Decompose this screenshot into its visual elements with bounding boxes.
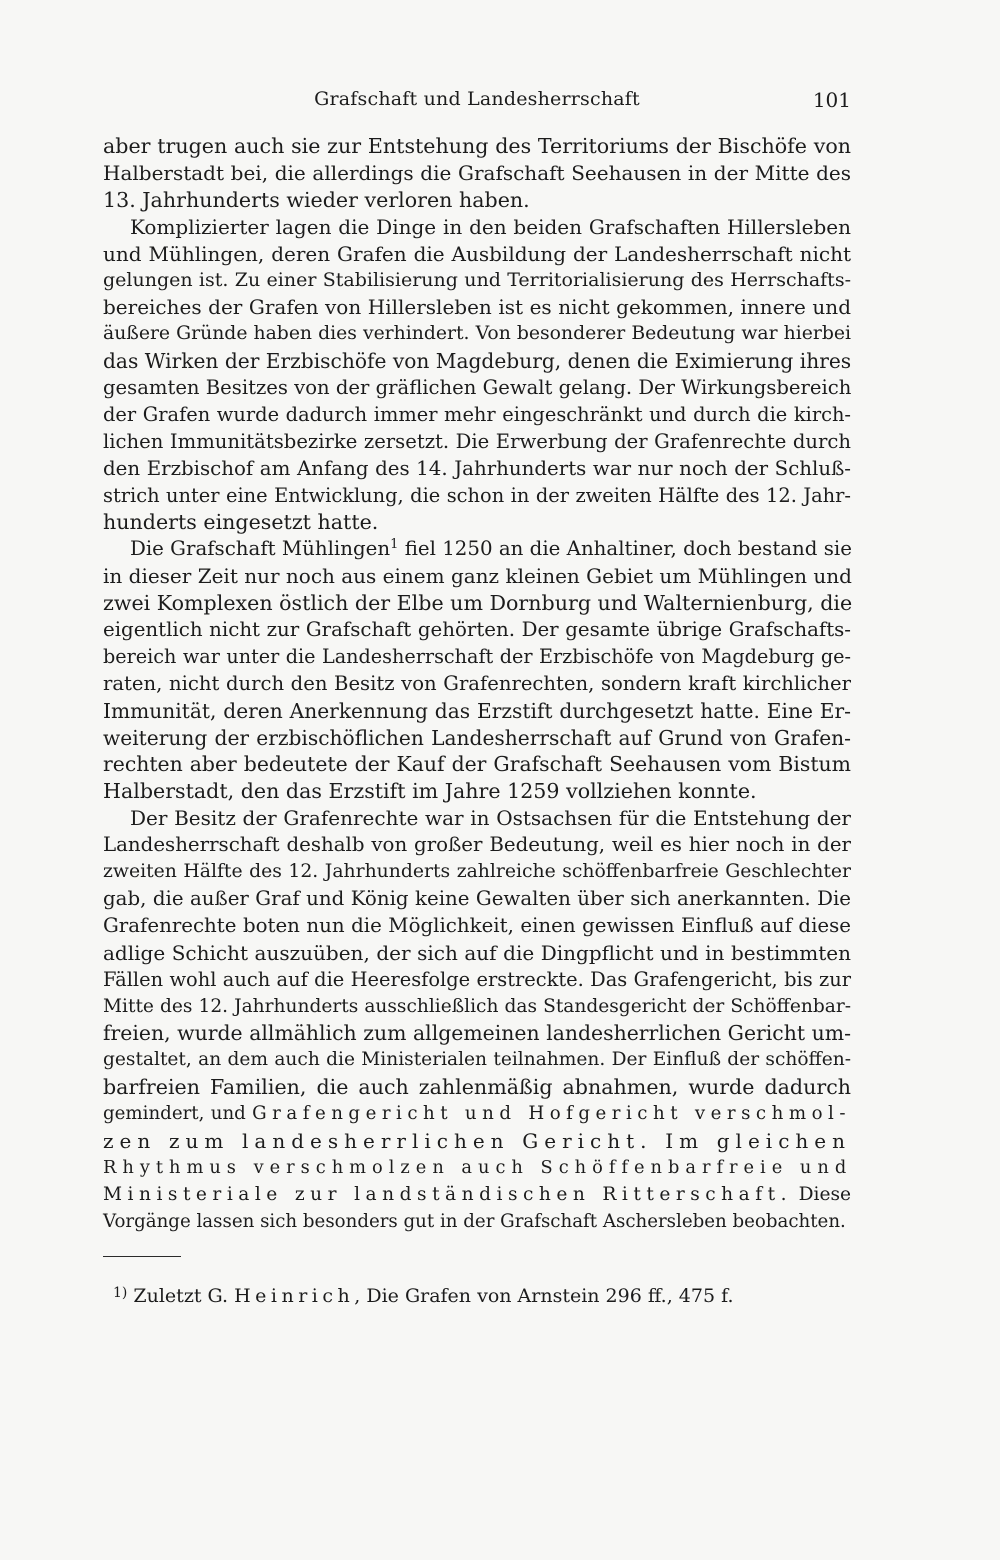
text-line: Halberstadt bei, die allerdings die Grafschaft Seehausen in der Mitte des bbox=[103, 160, 851, 185]
footnote-author: Heinrich bbox=[234, 1284, 355, 1307]
footnote-text-rest: , Die Grafen von Arnstein 296 ff., 475 f. bbox=[354, 1284, 734, 1307]
text-line: und Mühlingen, deren Grafen die Ausbildung der Landesherrschaft nicht bbox=[103, 241, 851, 266]
text-line bbox=[103, 1182, 851, 1209]
text-line: rechten aber bedeutete der Kauf der Grafschaft Seehausen vom Bistum bbox=[103, 752, 851, 777]
spaced-emphasis: Ministeriale zur landständischen Ritterschaft. bbox=[103, 1183, 792, 1205]
text-line: adlige Schicht auszuüben, der sich auf die Dingpflicht und in bestimmten bbox=[103, 940, 851, 965]
running-title: Grafschaft und Landesherrschaft bbox=[314, 88, 640, 110]
book-page bbox=[103, 88, 851, 1309]
spaced-emphasis: Grafengericht und Hofgericht verschmol- bbox=[252, 1103, 851, 1125]
text-line: Vorgänge lassen sich besonders gut in der Grafschaft Aschersleben beobachten. bbox=[103, 1210, 846, 1232]
footnote bbox=[103, 1280, 851, 1309]
text-line: hunderts eingesetzt hatte. bbox=[103, 510, 379, 535]
text-line: das Wirken der Erzbischöfe von Magdeburg, denen die Eximierung ihres bbox=[103, 349, 852, 374]
text-line bbox=[103, 1101, 851, 1128]
text-line: gab, die außer Graf und König keine Gewalten über sich anerkannten. Die bbox=[103, 886, 851, 910]
text-line: gestaltet, an dem auch die Ministerialen teilnahmen. Der Einfluß der schöffen- bbox=[103, 1049, 851, 1071]
text-segment: fiel 1250 an die Anhaltiner, doch bestand sie bbox=[404, 537, 852, 561]
text-line: äußere Gründe haben dies verhindert. Von besonderer Bedeutung war hierbei bbox=[103, 323, 851, 345]
text-line: der Grafen wurde dadurch immer mehr eingeschränkt und durch die kirch- bbox=[103, 402, 851, 426]
text-line: strich unter eine Entwicklung, die schon in der zweiten Hälfte des 12. Jahr- bbox=[103, 483, 851, 507]
running-head bbox=[103, 88, 851, 118]
footnote-reference: 1 bbox=[390, 537, 399, 553]
text-line: in dieser Zeit nur noch aus einem ganz kleinen Gebiet um Mühlingen und bbox=[103, 564, 852, 589]
text-line: bereiches der Grafen von Hillersleben ist es nicht gekommen, innere und bbox=[103, 295, 851, 320]
text-line: weiterung der erzbischöflichen Landesherrschaft auf Grund von Grafen- bbox=[103, 725, 851, 750]
text-line: Immunität, deren Anerkennung das Erzstift durchgesetzt hatte. Eine Er- bbox=[103, 698, 851, 723]
spaced-text-line: zen zum landesherrlichen Gericht. Im gleichen bbox=[103, 1128, 851, 1153]
text-line: eigentlich nicht zur Grafschaft gehörten. Der gesamte übrige Grafschafts- bbox=[103, 618, 851, 642]
text-segment: gemindert, und bbox=[103, 1103, 246, 1125]
text-line: freien, wurde allmählich zum allgemeinen landesherrlichen Gericht um- bbox=[103, 1021, 851, 1046]
text-line: 13. Jahrhunderts wieder verloren haben. bbox=[103, 187, 530, 212]
text-line: Der Besitz der Grafenrechte war in Ostsachsen für die Entstehung der bbox=[130, 806, 851, 831]
spaced-text-line: Rhythmus verschmolzen auch Schöffenbarfreie und bbox=[103, 1156, 853, 1178]
page-number: 101 bbox=[812, 88, 851, 112]
text-line: raten, nicht durch den Besitz von Grafenrechten, sondern kraft kirchlicher bbox=[103, 671, 851, 695]
text-line: gesamten Besitzes von der gräflichen Gewalt gelang. Der Wirkungsbereich bbox=[103, 376, 852, 400]
footnote-marker: 1) bbox=[113, 1284, 128, 1301]
text-line: lichen Immunitätsbezirke zersetzt. Die Erwerbung der Grafenrechte durch bbox=[103, 429, 851, 453]
text-line bbox=[103, 536, 851, 563]
text-line: Grafenrechte boten nun die Möglichkeit, einen gewissen Einfluß auf diese bbox=[103, 913, 851, 937]
text-line: aber trugen auch sie zur Entstehung des Territoriums der Bischöfe von bbox=[103, 134, 851, 158]
text-segment: Diese bbox=[798, 1183, 851, 1205]
text-line: zweiten Hälfte des 12. Jahrhunderts zahlreiche schöffenbarfreie Geschlechter bbox=[103, 861, 851, 883]
text-line: Fällen wohl auch auf die Heeresfolge erstreckte. Das Grafengericht, bis zur bbox=[103, 967, 851, 991]
text-line: Komplizierter lagen die Dinge in den beiden Grafschaften Hillersleben bbox=[130, 214, 851, 239]
text-line: Halberstadt, den das Erzstift im Jahre 1259 vollziehen konnte. bbox=[103, 779, 757, 804]
text-line: Landesherrschaft deshalb von großer Bedeutung, weil es hier noch in der bbox=[103, 833, 851, 857]
text-line: gelungen ist. Zu einer Stabilisierung und Territorialisierung des Herrschafts- bbox=[103, 269, 851, 292]
text-line: Mitte des 12. Jahrhunderts ausschließlich das Standesgericht der Schöffenbar- bbox=[103, 995, 851, 1017]
text-line: bereich war unter die Landesherrschaft der Erzbischöfe von Magdeburg ge- bbox=[103, 644, 851, 668]
footnote-rule bbox=[103, 1256, 181, 1257]
text-segment: Die Grafschaft Mühlingen bbox=[130, 537, 391, 561]
text-line: den Erzbischof am Anfang des 14. Jahrhunderts war nur noch der Schluß- bbox=[103, 456, 851, 480]
body-text bbox=[103, 133, 851, 1236]
text-line: zwei Komplexen östlich der Elbe um Dornburg und Walternienburg, die bbox=[103, 591, 853, 616]
text-line: barfreien Familien, die auch zahlenmäßig abnahmen, wurde dadurch bbox=[103, 1075, 851, 1100]
footnote-text: Zuletzt G. bbox=[133, 1284, 229, 1307]
